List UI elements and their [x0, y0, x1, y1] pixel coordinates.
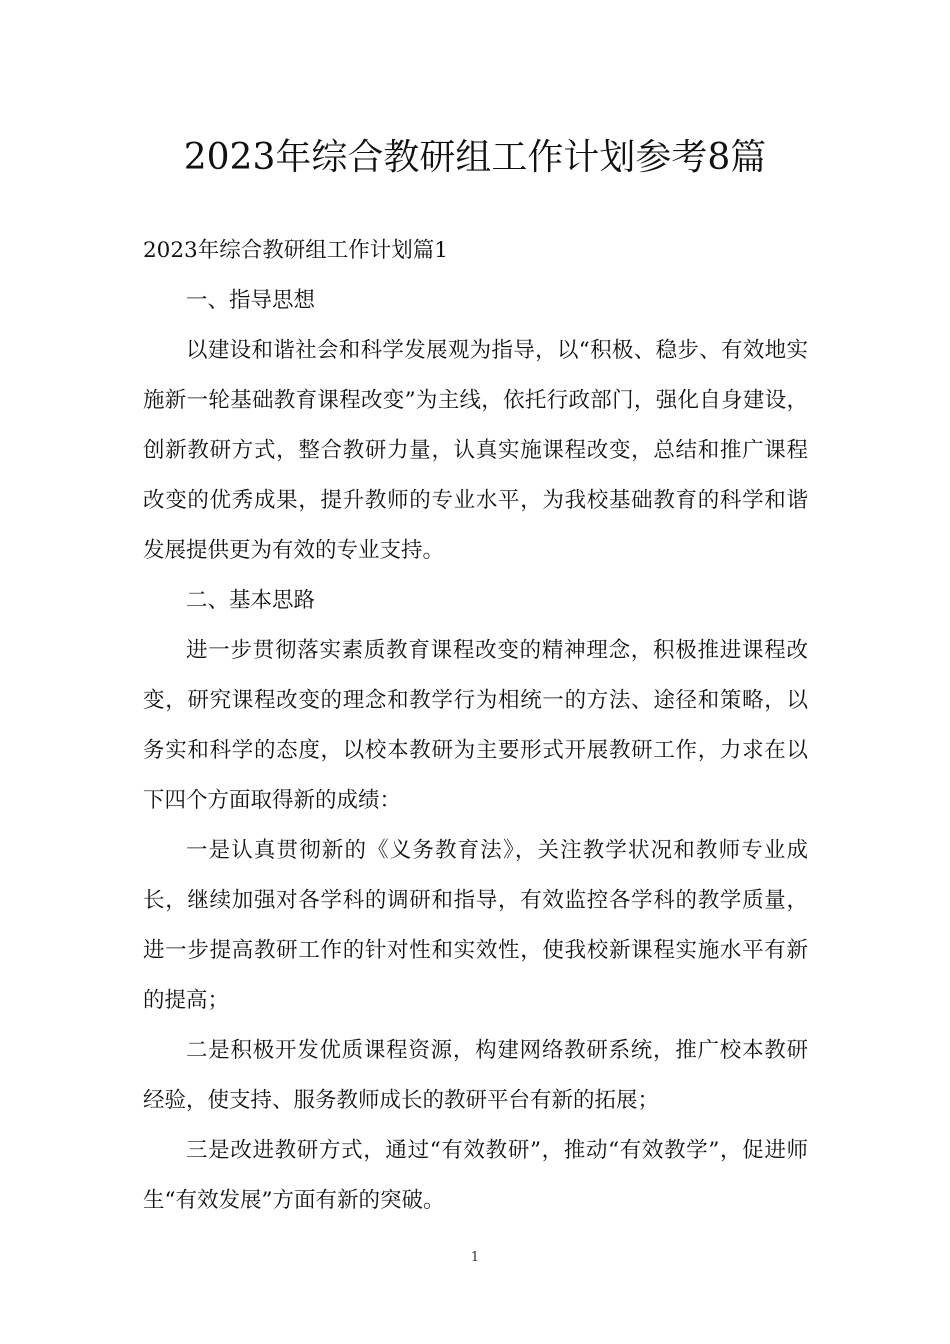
- paragraph-goal-two: 二是积极开发优质课程资源，构建网络教研系统，推广校本教研经验，使支持、服务教师成长的教研平台有新的拓展；: [143, 1038, 808, 1113]
- paragraph-goal-three: 三是改进教研方式，通过“有效教研”，推动“有效教学”，促进师生“有效发展”方面有新的突破。: [143, 1138, 808, 1213]
- document-title: 2023年综合教研组工作计划参考8篇: [183, 137, 767, 178]
- paragraph-basic-approach: 进一步贯彻落实素质教育课程改变的精神理念，积极推进课程改变，研究课程改变的理念和教学行为相统一的方法、途径和策略，以务实和科学的态度，以校本教研为主要形式开展教研工作，力求在以下四个方面取得新的成绩：: [143, 638, 808, 813]
- paragraph-goal-one: 一是认真贯彻新的《义务教育法》，关注教学状况和教师专业成长，继续加强对各学科的调研和指导，有效监控各学科的教学质量，进一步提高教研工作的针对性和实效性，使我校新课程实施水平有新的提高；: [143, 838, 808, 1013]
- page-number: 1: [470, 1250, 480, 1265]
- paragraph-guiding-ideology: 以建设和谐社会和科学发展观为指导，以“积极、稳步、有效地实施新一轮基础教育课程改变”为主线，依托行政部门，强化自身建设，创新教研方式，整合教研力量，认真实施课程改变，总结和推广课程改变的优秀成果，提升教师的专业水平，为我校基础教育的科学和谐发展提供更为有效的专业支持。: [143, 338, 808, 563]
- heading-basic-approach: 二、基本思路: [186, 588, 316, 613]
- heading-guiding-ideology: 一、指导思想: [186, 288, 316, 313]
- section-title: 2023年综合教研组工作计划篇1: [143, 238, 448, 263]
- document-body: [143, 226, 808, 1226]
